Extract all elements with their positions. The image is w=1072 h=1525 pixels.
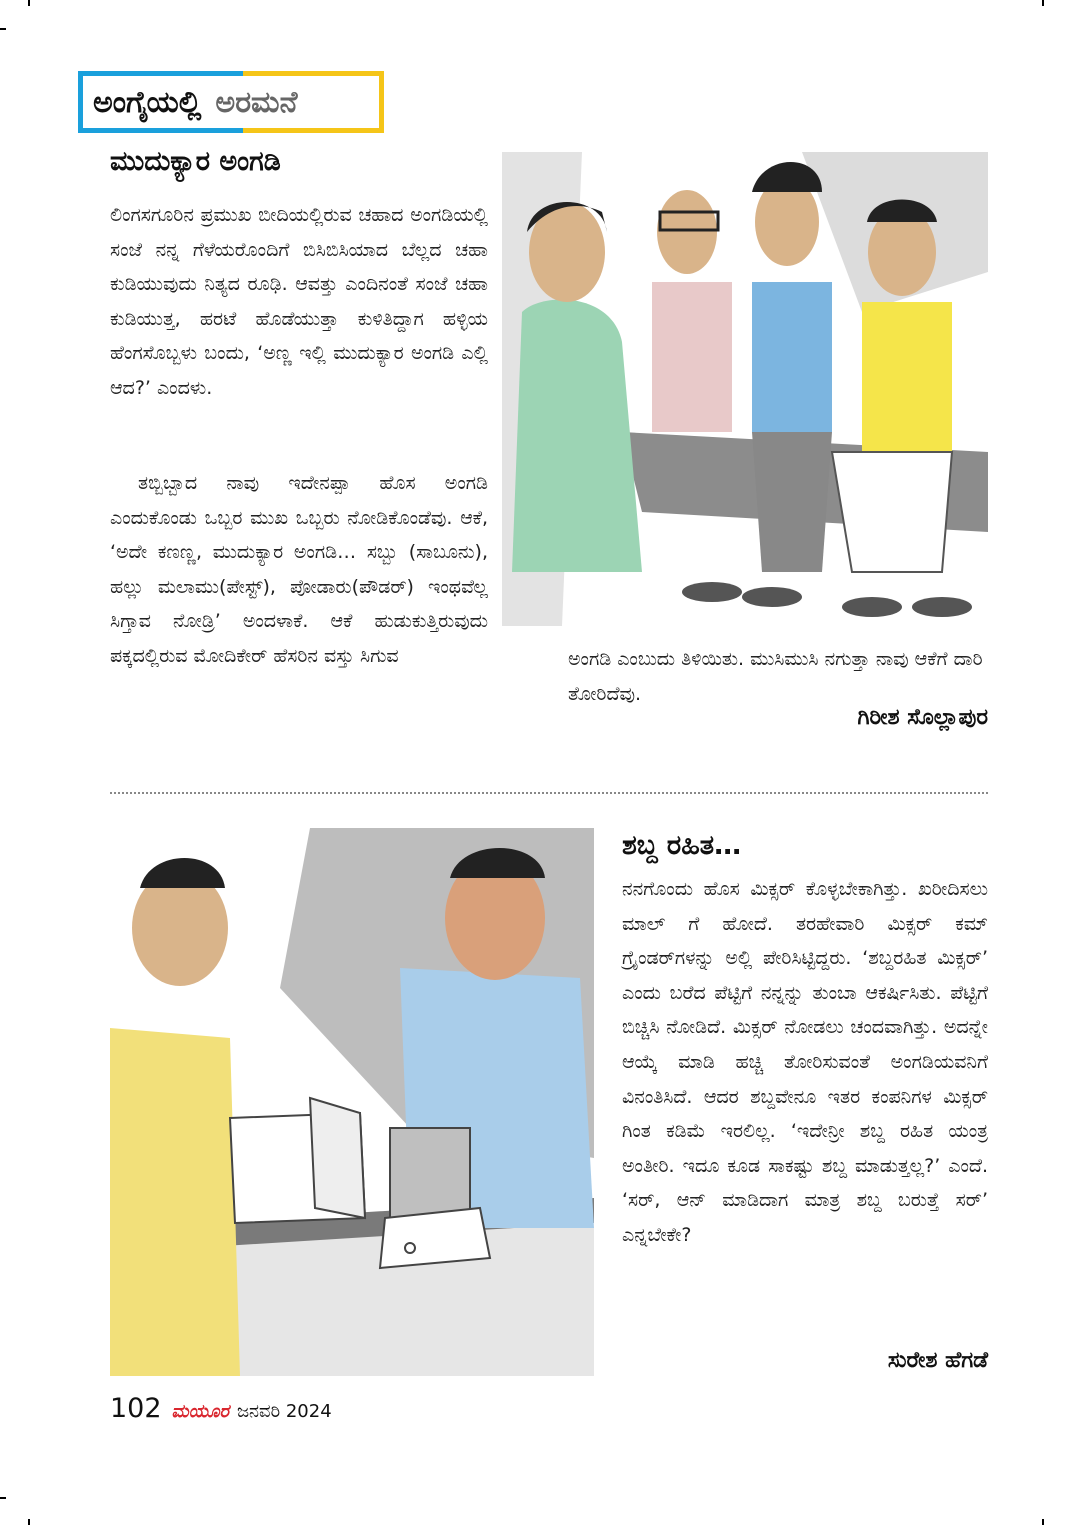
page-number: 102 xyxy=(110,1393,162,1424)
section-header xyxy=(78,71,384,133)
story-divider xyxy=(110,792,988,794)
cartoon-illustration-tea-shop xyxy=(502,152,988,626)
story1-author: ಗಿರೀಶ ಸೊಲ್ಲಾಪುರ xyxy=(857,705,988,730)
crop-mark xyxy=(0,1497,6,1499)
cartoon-illustration-mixer-shop xyxy=(110,828,594,1376)
story1-body xyxy=(110,198,488,405)
story2-body: ನನಗೊಂದು ಹೊಸ ಮಿಕ್ಸರ್ ಕೊಳ್ಳಬೇಕಾಗಿತ್ತು. ಖರೀದಿಸಲು ಮಾಲ್ ಗೆ ಹೋದೆ. ತರಹೇವಾರಿ ಮಿಕ್ಸರ್ ಕಮ್ ಗ್ರೈಂಡರ್‌ಗಳನ್ನು ಅಲ್ಲಿ ಪೇರಿಸಿಟ್ಟಿದ್ದರು. ‘ಶಬ್ದರಹಿತ ಮಿಕ್ಸರ್’ ಎಂದು ಬರೆದ ಪೆಟ್ಟಿಗೆ ನನ್ನನ್ನು ತುಂಬಾ ಆಕರ್ಷಿಸಿತು. ಪೆಟ್ಟಿಗೆ ಬಿಚ್ಚಿಸಿ ನೋಡಿದೆ. ಮಿಕ್ಸರ್ ನೋಡಲು ಚಂದವಾಗಿತ್ತು. ಅದನ್ನೇ ಆಯ್ಕೆ ಮಾಡಿ ಹಚ್ಚಿ ತೋರಿಸುವಂತೆ ಅಂಗಡಿಯವನಿಗೆ ವಿನಂತಿಸಿದೆ. ಆದರ ಶಬ್ದವೇನೂ ಇತರ ಕಂಪನಿಗಳ ಮಿಕ್ಸರ್ ಗಿಂತ ಕಡಿಮೆ ಇರಲಿಲ್ಲ. ‘ಇದೇನ್ರೀ ಶಬ್ದ ರಹಿತ ಯಂತ್ರ ಅಂತೀರಿ. ಇದೂ ಕೂಡ ಸಾಕಷ್ಟು ಶಬ್ದ ಮಾಡುತ್ತಲ್ಲ?’ ಎಂದೆ. ‘ಸರ್, ಆನ್ ಮಾಡಿದಾಗ ಮಾತ್ರ ಶಬ್ದ ಬರುತ್ತೆ ಸರ್’ ಎನ್ನಬೇಕೇ? xyxy=(622,878,988,1246)
header-blue-border xyxy=(78,71,243,133)
story1-body-cont xyxy=(110,466,488,673)
crop-mark xyxy=(1042,0,1044,6)
crop-mark xyxy=(1042,1519,1044,1525)
section-header-part2: ಅರಮನೆ xyxy=(215,84,298,120)
story1-paragraph2: ತಬ್ಬಿಬ್ಬಾದ ನಾವು ಇದೇನಪ್ಪಾ ಹೊಸ ಅಂಗಡಿ ಎಂದುಕೊಂಡು ಒಬ್ಬರ ಮುಖ ಒಬ್ಬರು ನೋಡಿಕೊಂಡೆವು. ಆಕೆ, ‘ಅದೇ ಕಣಣ್ಣ, ಮುದುಕ್ಯಾರ ಅಂಗಡಿ… ಸಬ್ಬು (ಸಾಬೂನು), ಹಲ್ಲು ಮಲಾಮು(ಪೇಸ್ಟ್), ಪೋಡಾರು(ಪೌಡರ್) ಇಂಥವೆಲ್ಲ ಸಿಗ್ತಾವ ನೋಡ್ರಿ’ ಅಂದಳಾಕೆ. ಆಕೆ ಹುಡುಕುತ್ತಿರುವುದು ಪಕ್ಕದಲ್ಲಿರುವ ಮೋದಿಕೇರ್ ಹೆಸರಿನ ವಸ್ತು ಸಿಗುವ xyxy=(110,472,488,667)
story1-paragraph1: ಲಿಂಗಸಗೂರಿನ ಪ್ರಮುಖ ಬೀದಿಯಲ್ಲಿರುವ ಚಹಾದ ಅಂಗಡಿಯಲ್ಲಿ ಸಂಜೆ ನನ್ನ ಗೆಳೆಯರೊಂದಿಗೆ ಬಿಸಿಬಿಸಿಯಾದ ಬೆಲ್ಲದ ಚಹಾ ಕುಡಿಯುವುದು ನಿತ್ಯದ ರೂಢಿ. ಆವತ್ತು ಎಂದಿನಂತೆ ಸಂಜೆ ಚಹಾ ಕುಡಿಯುತ್ತ, ಹರಟೆ ಹೊಡೆಯುತ್ತಾ ಕುಳಿತಿದ್ದಾಗ ಹಳ್ಳಿಯ ಹೆಂಗಸೊಬ್ಬಳು ಬಂದು, ‘ಅಣ್ಣ ಇಲ್ಲಿ ಮುದುಕ್ಯಾರ ಅಂಗಡಿ ಎಲ್ಲಿ ಆದ?’ ಎಂದಳು. xyxy=(110,204,488,399)
crop-mark xyxy=(28,1519,30,1525)
story2-author: ಸುರೇಶ ಹೆಗಡೆ xyxy=(887,1348,988,1373)
story2-title: ಶಬ್ದ ರಹಿತ… xyxy=(622,830,742,861)
section-header-part1: ಅಂಗೈಯಲ್ಲಿ xyxy=(93,84,202,120)
page-footer xyxy=(110,1393,332,1433)
crop-mark xyxy=(0,28,6,30)
magazine-logo: ಮಯೂರ xyxy=(171,1401,229,1422)
crop-mark xyxy=(28,0,30,6)
story1-continuation: ಅಂಗಡಿ ಎಂಬುದು ತಿಳಿಯಿತು. ಮುಸಿಮುಸಿ ನಗುತ್ತಾ ನಾವು ಆಕೆಗೆ ದಾರಿ ತೋರಿದೆವು. xyxy=(568,648,983,705)
issue-date: ಜನವರಿ 2024 xyxy=(236,1401,332,1422)
story1-title: ಮುದುಕ್ಯಾರ ಅಂಗಡಿ xyxy=(110,146,281,177)
